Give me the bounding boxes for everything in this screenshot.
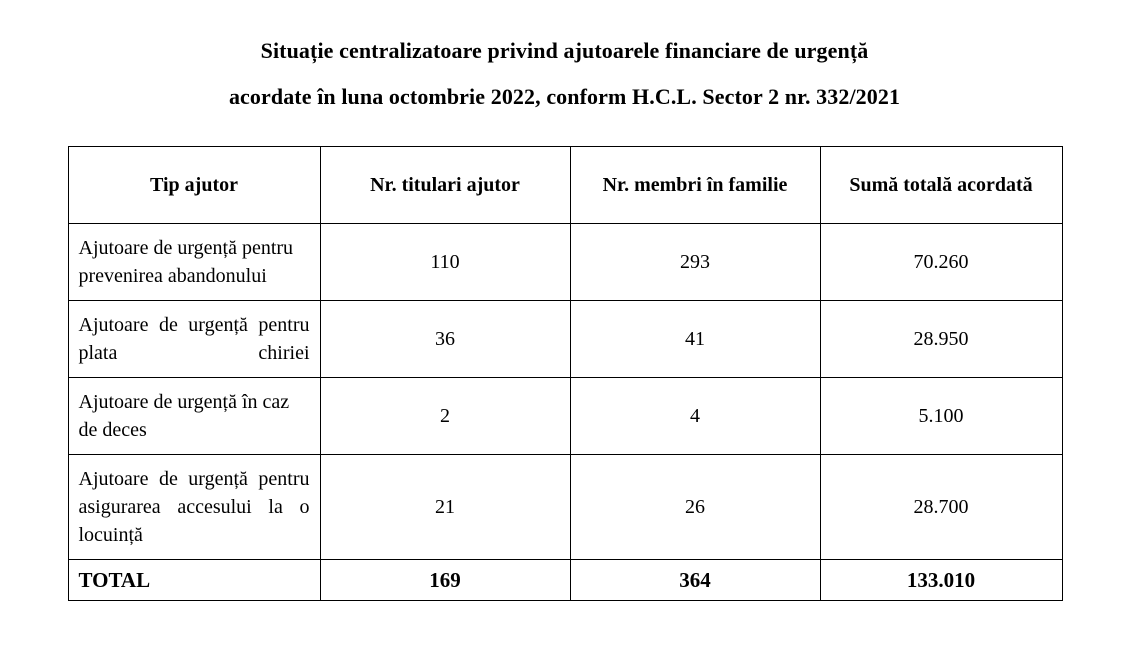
row-titulari: 21 <box>320 455 570 560</box>
report-table <box>68 146 1063 601</box>
row-suma: 28.950 <box>820 301 1062 378</box>
table-total-row <box>68 560 1062 601</box>
row-suma: 70.260 <box>820 224 1062 301</box>
document-title <box>0 0 1129 120</box>
total-titulari: 169 <box>320 560 570 601</box>
column-header-suma-totala: Sumă totală acordată <box>820 147 1062 224</box>
column-header-nr-titulari: Nr. titulari ajutor <box>320 147 570 224</box>
row-suma: 28.700 <box>820 455 1062 560</box>
row-membri: 26 <box>570 455 820 560</box>
row-label: Ajutoare de urgență pentru prevenirea abandonului <box>68 224 320 301</box>
row-titulari: 110 <box>320 224 570 301</box>
column-header-nr-membri: Nr. membri în familie <box>570 147 820 224</box>
table-row <box>68 301 1062 378</box>
table-row <box>68 455 1062 560</box>
row-label: Ajutoare de urgență pentru plata chiriei <box>68 301 320 378</box>
row-titulari: 2 <box>320 378 570 455</box>
row-membri: 41 <box>570 301 820 378</box>
row-label: Ajutoare de urgență pentru asigurarea accesului la o locuință <box>68 455 320 560</box>
row-titulari: 36 <box>320 301 570 378</box>
total-label: TOTAL <box>68 560 320 601</box>
table-header <box>68 147 1062 224</box>
table-body <box>68 224 1062 601</box>
table-row <box>68 378 1062 455</box>
table-header-row <box>68 147 1062 224</box>
title-line-1: Situație centralizatoare privind ajutoarele financiare de urgență <box>260 38 869 63</box>
row-membri: 4 <box>570 378 820 455</box>
total-membri: 364 <box>570 560 820 601</box>
table-row <box>68 224 1062 301</box>
row-suma: 5.100 <box>820 378 1062 455</box>
total-suma: 133.010 <box>820 560 1062 601</box>
title-line-2: acordate în luna octombrie 2022, conform H.C.L. Sector 2 nr. 332/2021 <box>228 84 901 109</box>
row-label: Ajutoare de urgență în caz de deces <box>68 378 320 455</box>
report-table-container <box>68 146 1062 601</box>
row-membri: 293 <box>570 224 820 301</box>
column-header-tip-ajutor: Tip ajutor <box>68 147 320 224</box>
